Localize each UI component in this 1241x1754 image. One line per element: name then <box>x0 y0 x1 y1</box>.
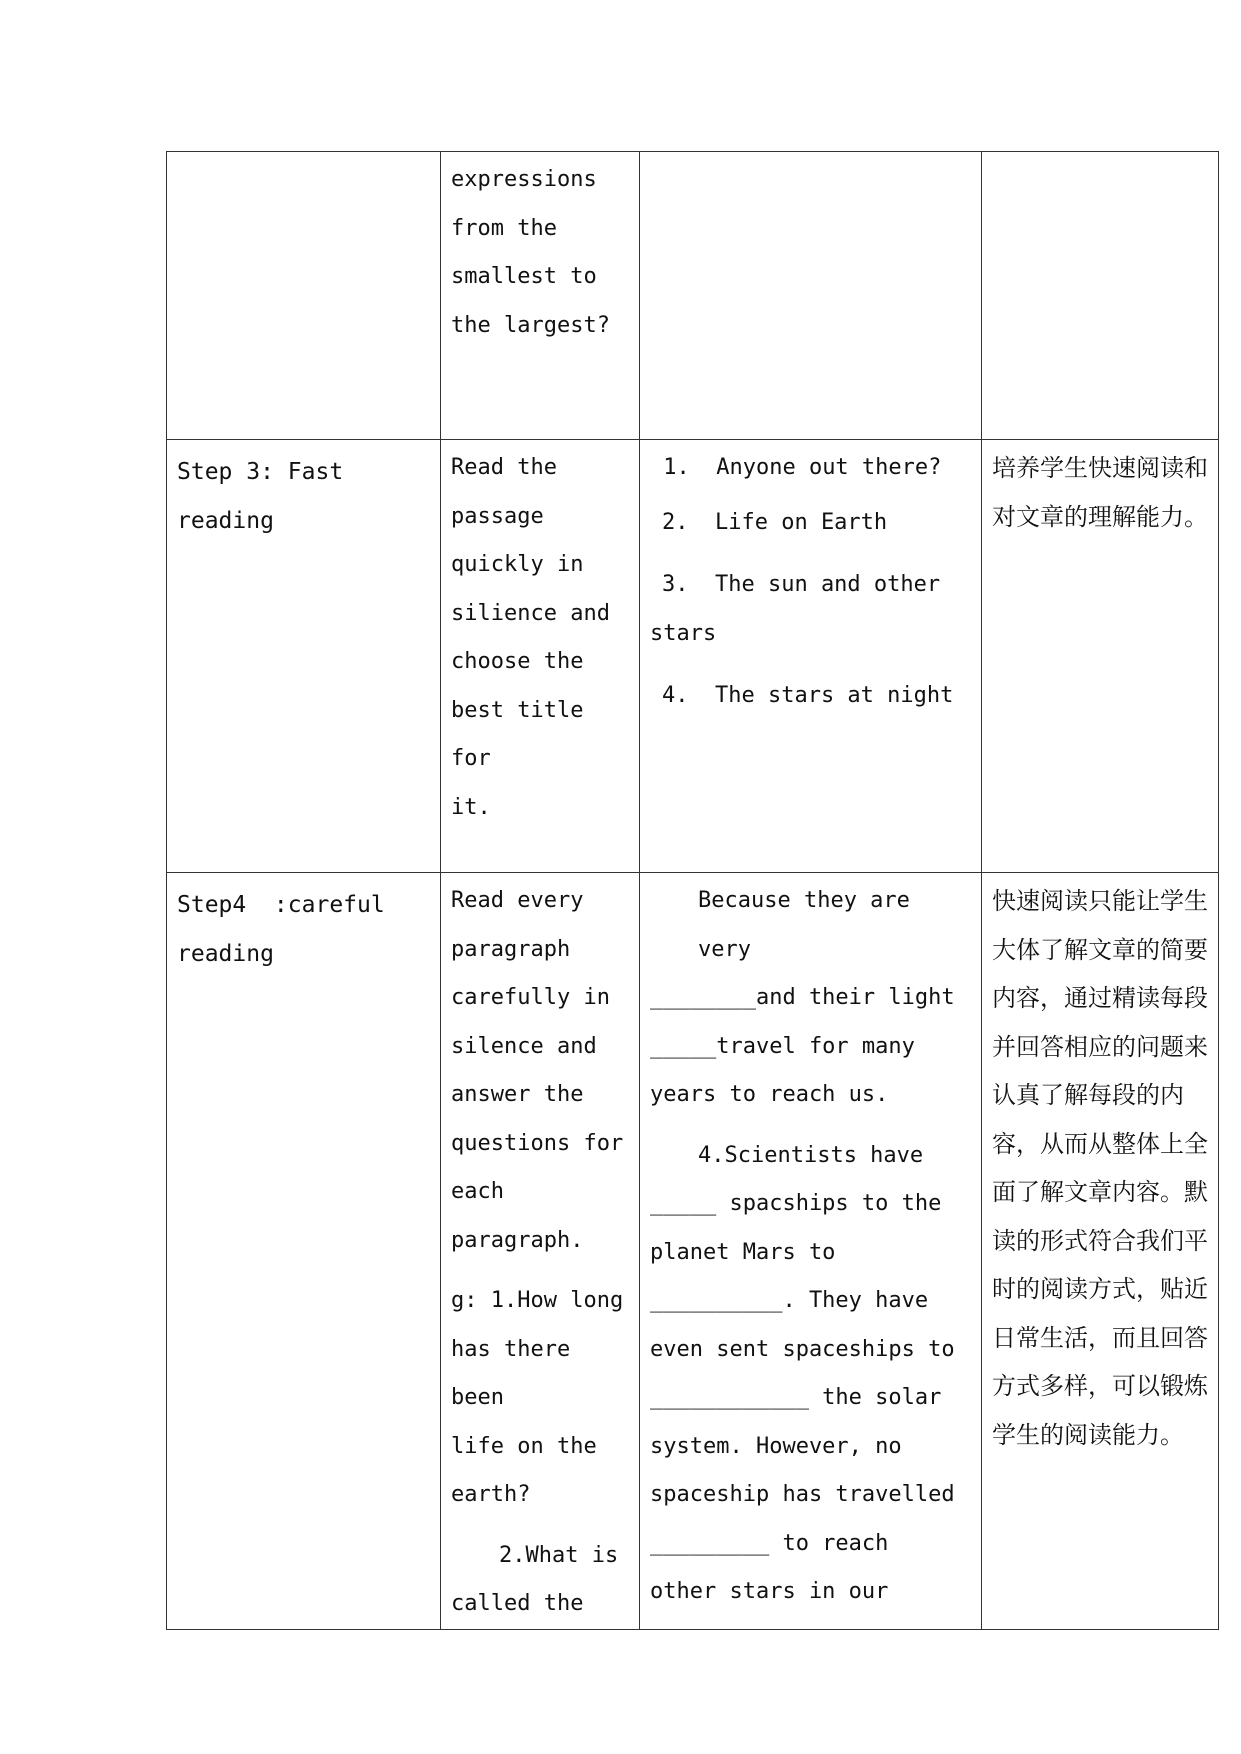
table-row <box>167 152 1219 440</box>
activity-line: Read every <box>451 888 584 913</box>
activity-cell <box>441 152 640 440</box>
activity-line: Read the <box>451 455 557 480</box>
activity-cell <box>441 873 640 1630</box>
purpose-text: 培养学生快速阅读和对文章的理解能力。 <box>992 454 1208 531</box>
content-line: years to reach us. <box>650 1082 889 1107</box>
step-cell <box>167 152 441 440</box>
step-title: Step4 :careful reading <box>177 892 399 967</box>
activity-line: called the <box>451 1591 584 1616</box>
activity-line: quickly in <box>451 552 584 577</box>
activity-line: g: 1.How long <box>451 1288 624 1313</box>
content-line: __________. They have <box>650 1288 929 1313</box>
title-option: stars <box>650 620 717 646</box>
content-line: _____ spacships to the <box>650 1191 942 1216</box>
title-option: 4. The stars at night <box>662 683 954 708</box>
activity-line: 2.What is <box>499 1542 619 1568</box>
content-line: _________ to reach <box>650 1530 889 1556</box>
content-line: _____travel for many <box>650 1033 915 1059</box>
activity-line: life on the <box>451 1433 597 1459</box>
content-line: planet Mars to <box>650 1239 836 1265</box>
content-line: even sent spaceships to <box>650 1336 955 1362</box>
content-line: Because they are very <box>698 888 924 962</box>
content-line: other stars in our <box>650 1579 889 1604</box>
activity-line: each <box>451 1179 504 1204</box>
activity-line: choose the <box>451 649 584 674</box>
activity-line: passage <box>451 503 544 529</box>
activity-line: silience and <box>451 600 610 626</box>
activity-line: best title for <box>451 697 597 771</box>
title-option: 2. Life on Earth <box>662 509 888 535</box>
content-cell <box>640 440 982 873</box>
content-cell <box>640 152 982 440</box>
activity-line: questions for <box>451 1130 624 1156</box>
content-cell <box>640 873 982 1630</box>
content-line: spaceship has travelled <box>650 1482 955 1507</box>
purpose-cell <box>982 873 1219 1630</box>
step-cell <box>167 440 441 873</box>
purpose-cell <box>982 152 1219 440</box>
activity-line: answer the <box>451 1082 584 1107</box>
title-option: 1. Anyone out there? <box>650 455 942 480</box>
content-line: system. However, no <box>650 1433 902 1459</box>
activity-line: smallest to <box>451 264 597 289</box>
purpose-cell <box>982 440 1219 873</box>
title-option: 3. The sun and other <box>662 572 941 597</box>
activity-line: carefully in <box>451 985 610 1010</box>
lesson-plan-table <box>166 151 1219 1630</box>
activity-line: from the <box>451 215 557 241</box>
activity-line: it. <box>451 794 491 820</box>
activity-line: paragraph <box>451 936 571 962</box>
step-cell <box>167 873 441 1630</box>
table-row <box>167 440 1219 873</box>
content-line: ____________ the solar <box>650 1385 942 1410</box>
activity-line: silence and <box>451 1033 597 1059</box>
step-title: Step 3: Fast reading <box>177 459 358 534</box>
activity-line: has there been <box>451 1336 584 1410</box>
activity-line: earth? <box>451 1482 531 1507</box>
activity-line: the largest? <box>451 312 610 338</box>
activity-line: expressions <box>451 167 597 192</box>
activity-line: paragraph. <box>451 1227 584 1253</box>
activity-cell <box>441 440 640 873</box>
table-row <box>167 873 1219 1630</box>
content-line: 4.Scientists have <box>698 1142 924 1168</box>
purpose-text: 快速阅读只能让学生大体了解文章的简要内容，通过精读每段并回答相应的问题来认真了解每段的内容，从而从整体上全面了解文章内容。默读的形式符合我们平时的阅读方式，贴近日常生活，而且回答方式多样，可以锻炼学生的阅读能力。 <box>992 887 1208 1449</box>
content-line: ________and their light <box>650 985 955 1010</box>
